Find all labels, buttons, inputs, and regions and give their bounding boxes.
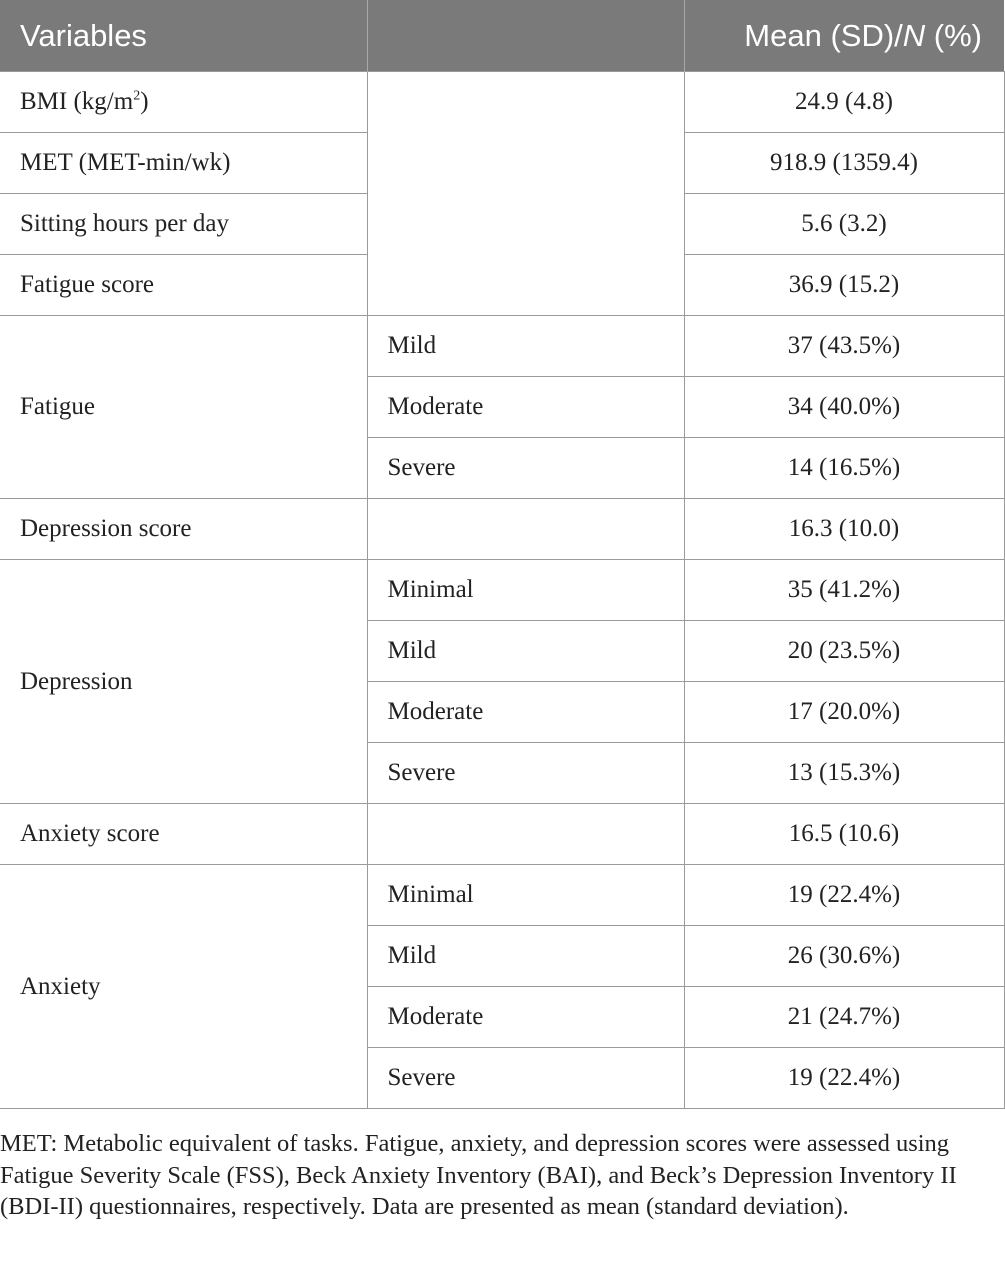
row-value-bmi: 24.9 (4.8): [684, 72, 1004, 133]
category-label: Mild: [367, 621, 684, 682]
table-row: [0, 499, 1004, 560]
category-value: 19 (22.4%): [684, 1048, 1004, 1109]
empty-category-cell: [367, 72, 684, 316]
category-label: Severe: [367, 743, 684, 804]
empty-category-cell: [367, 499, 684, 560]
category-label: Minimal: [367, 560, 684, 621]
row-value-met: 918.9 (1359.4): [684, 133, 1004, 194]
category-value: 14 (16.5%): [684, 438, 1004, 499]
header-variables: Variables: [0, 0, 367, 72]
category-value: 21 (24.7%): [684, 987, 1004, 1048]
table-row: [0, 804, 1004, 865]
row-label-anxiety-score: Anxiety score: [0, 804, 367, 865]
category-label: Mild: [367, 926, 684, 987]
table-row: [0, 865, 1004, 926]
row-value-sitting: 5.6 (3.2): [684, 194, 1004, 255]
header-mean-sd-n: Mean (SD)/N (%): [684, 0, 1004, 72]
category-value: 34 (40.0%): [684, 377, 1004, 438]
row-label-fatigue: Fatigue: [0, 316, 367, 499]
table-footnote: MET: Metabolic equivalent of tasks. Fatigue, anxiety, and depression scores were assessed using Fatigue Severity Scale (FSS), Beck Anxiety Inventory (BAI), and Beck’s Depression Inventory II (BDI-II) questionnaires, respectively. Data are presented as mean (standard deviation).: [0, 1130, 957, 1220]
row-value-fatigue-score: 36.9 (15.2): [684, 255, 1004, 316]
category-label: Moderate: [367, 682, 684, 743]
category-label: Moderate: [367, 377, 684, 438]
category-value: 35 (41.2%): [684, 560, 1004, 621]
category-label: Severe: [367, 438, 684, 499]
row-label-bmi: BMI $(kg/m^2)$: [0, 72, 367, 133]
category-value: 13 (15.3%): [684, 743, 1004, 804]
row-label-fatigue-score: Fatigue score: [0, 255, 367, 316]
category-value: 17 (20.0%): [684, 682, 1004, 743]
table-row: [0, 72, 1004, 133]
category-label: Mild: [367, 316, 684, 377]
category-label: Minimal: [367, 865, 684, 926]
category-value: 20 (23.5%): [684, 621, 1004, 682]
row-value-depression-score: 16.3 (10.0): [684, 499, 1004, 560]
header-category: [367, 0, 684, 72]
row-label-sitting: Sitting hours per day: [0, 194, 367, 255]
empty-category-cell: [367, 804, 684, 865]
category-label: Moderate: [367, 987, 684, 1048]
row-label-met: MET (MET-min/wk): [0, 133, 367, 194]
category-value: 19 (22.4%): [684, 865, 1004, 926]
category-value: 37 (43.5%): [684, 316, 1004, 377]
table-row: [0, 316, 1004, 377]
row-label-depression-score: Depression score: [0, 499, 367, 560]
table-row: [0, 560, 1004, 621]
row-label-anxiety: Anxiety: [0, 865, 367, 1109]
category-value: 26 (30.6%): [684, 926, 1004, 987]
header-row: [0, 0, 1004, 72]
row-label-depression: Depression: [0, 560, 367, 804]
category-label: Severe: [367, 1048, 684, 1109]
row-value-anxiety-score: 16.5 (10.6): [684, 804, 1004, 865]
